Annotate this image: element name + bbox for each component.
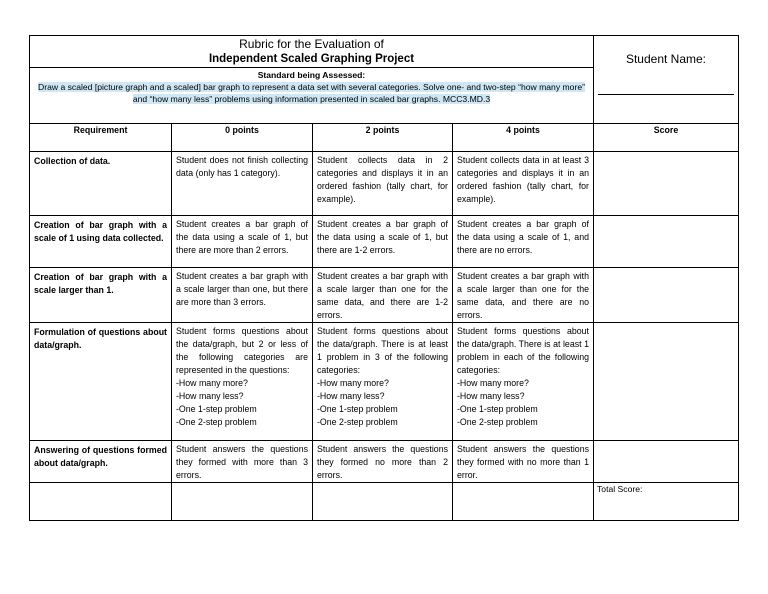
criteria-line: -One 1-step problem: [176, 404, 257, 414]
criteria-line: Student answers the questions they formed with no more than 1 error.: [457, 444, 589, 480]
total-score-label: Total Score:: [597, 484, 643, 494]
rubric-table: [29, 35, 739, 521]
criteria-cell-four: [453, 441, 594, 483]
total-blank-cell: [30, 483, 172, 521]
score-cell[interactable]: [594, 441, 739, 483]
col-header-0-points: 0 points: [172, 124, 313, 152]
student-name-cell: [594, 36, 739, 124]
criteria-cell-two: [313, 268, 453, 323]
criteria-line: -One 2-step problem: [317, 417, 398, 427]
criteria-line: Student creates a bar graph with a scale larger than one for the same data, and there are no errors.: [457, 271, 589, 320]
requirement-cell: Formulation of questions about data/graph.: [30, 323, 172, 441]
title-line-2: Independent Scaled Graphing Project: [208, 53, 415, 65]
rubric-title: [30, 36, 593, 67]
title-line-1: Rubric for the Evaluation of: [239, 37, 384, 51]
rubric-header: [30, 36, 594, 124]
criteria-cell-two: [313, 441, 453, 483]
criteria-cell-zero: [172, 216, 313, 268]
criteria-line: -One 2-step problem: [457, 417, 538, 427]
criteria-line: -How many less?: [176, 391, 244, 401]
rubric-body: [30, 152, 739, 483]
criteria-line: Student collects data in 2 categories and displays it in an ordered fashion (tally chart, for example).: [317, 155, 448, 204]
rubric-row: [30, 323, 739, 441]
criteria-line: -One 2-step problem: [176, 417, 257, 427]
criteria-line: -How many less?: [317, 391, 385, 401]
criteria-cell-two: [313, 216, 453, 268]
criteria-cell-four: [453, 323, 594, 441]
criteria-cell-two: [313, 323, 453, 441]
criteria-cell-four: [453, 268, 594, 323]
criteria-cell-zero: [172, 441, 313, 483]
criteria-line: Student forms questions about the data/graph, but 2 or less of the following categories are represented in the questions:: [176, 326, 308, 375]
criteria-line: Student answers the questions they formed with more than 3 errors.: [176, 444, 308, 480]
student-name-label: Student Name:: [625, 52, 707, 66]
criteria-line: Student collects data in at least 3 categories and displays it in an ordered fashion (tally chart, for example).: [457, 155, 589, 204]
criteria-line: Student forms questions about the data/graph. There is at least 1 problem in 3 of the following categories:: [317, 326, 448, 375]
rubric-page: [29, 35, 738, 518]
criteria-line: Student creates a bar graph of the data using a scale of 1, but there are more than 2 errors.: [176, 219, 308, 255]
criteria-cell-zero: [172, 152, 313, 216]
student-name-line[interactable]: [598, 94, 734, 95]
criteria-line: Student creates a bar graph of the data using a scale of 1, but there are 1-2 errors.: [317, 219, 448, 255]
criteria-cell-zero: [172, 323, 313, 441]
criteria-line: -How many more?: [176, 378, 248, 388]
criteria-cell-four: [453, 216, 594, 268]
criteria-line: -One 1-step problem: [457, 404, 538, 414]
col-header-score: Score: [594, 124, 739, 152]
rubric-row: [30, 216, 739, 268]
column-header-row: [30, 124, 739, 152]
criteria-line: Student creates a bar graph with a scale larger than one for the same data, and there are 1-2 errors.: [317, 271, 448, 320]
rubric-row: [30, 268, 739, 323]
criteria-line: Student creates a bar graph with a scale larger than one, but there are more than 3 errors.: [176, 271, 308, 307]
score-cell[interactable]: [594, 268, 739, 323]
score-cell[interactable]: [594, 152, 739, 216]
criteria-line: -One 1-step problem: [317, 404, 398, 414]
criteria-cell-two: [313, 152, 453, 216]
requirement-cell: Creation of bar graph with a scale of 1 using data collected.: [30, 216, 172, 268]
total-row: [30, 483, 739, 521]
requirement-cell: Collection of data.: [30, 152, 172, 216]
criteria-line: Student answers the questions they formed no more than 2 errors.: [317, 444, 448, 480]
score-cell[interactable]: [594, 323, 739, 441]
requirement-cell: Answering of questions formed about data/graph.: [30, 441, 172, 483]
standard-block: [30, 67, 593, 108]
col-header-4-points: 4 points: [453, 124, 594, 152]
rubric-row: [30, 152, 739, 216]
col-header-requirement: Requirement: [30, 124, 172, 152]
total-blank-cell: [453, 483, 594, 521]
criteria-line: Student creates a bar graph of the data using a scale of 1, and there are no errors.: [457, 219, 589, 255]
standard-label: Standard being Assessed:: [257, 70, 366, 80]
requirement-cell: Creation of bar graph with a scale larger than 1.: [30, 268, 172, 323]
total-blank-cell: [172, 483, 313, 521]
col-header-2-points: 2 points: [313, 124, 453, 152]
rubric-row: [30, 441, 739, 483]
criteria-line: -How many more?: [317, 378, 389, 388]
total-score-cell[interactable]: [594, 483, 739, 521]
score-cell[interactable]: [594, 216, 739, 268]
criteria-line: -How many more?: [457, 378, 529, 388]
criteria-line: Student does not finish collecting data (only has 1 category).: [176, 155, 308, 178]
criteria-cell-zero: [172, 268, 313, 323]
standard-text: Draw a scaled [picture graph and a scaled] bar graph to represent a data set with several categories. Solve one- and two-step “how many more” and “how many less” problems using information presented in scaled bar graphs. MCC3.MD.3: [38, 82, 585, 104]
criteria-cell-four: [453, 152, 594, 216]
criteria-line: Student forms questions about the data/graph. There is at least 1 problem in each of the following categories:: [457, 326, 589, 375]
criteria-line: -How many less?: [457, 391, 525, 401]
total-blank-cell: [313, 483, 453, 521]
